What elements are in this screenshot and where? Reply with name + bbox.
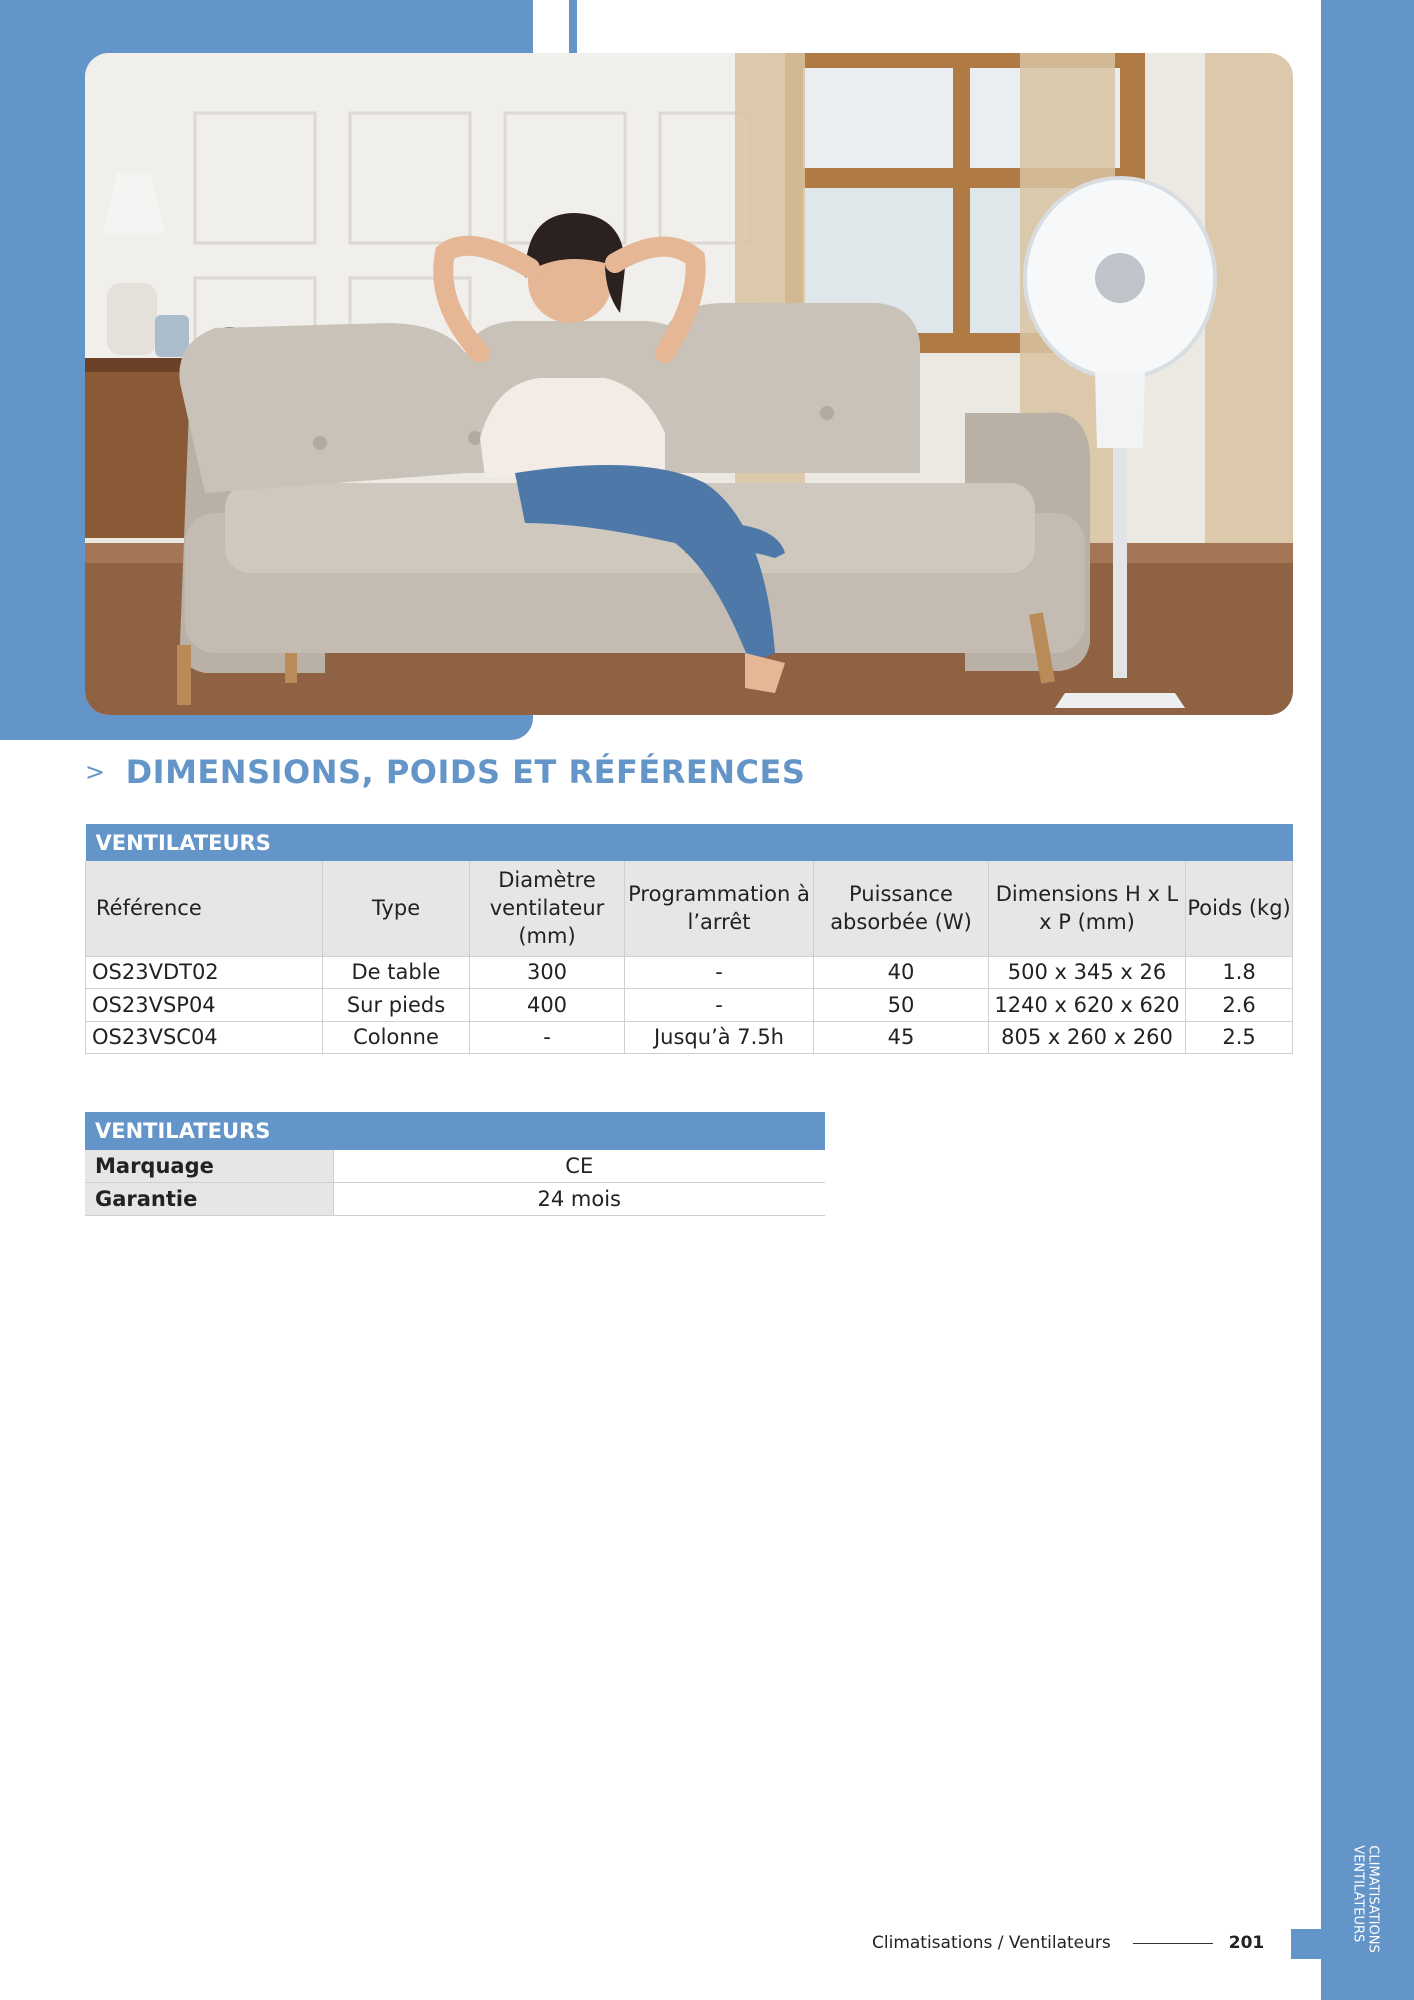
cell-dimensions: 500 x 345 x 26 xyxy=(989,956,1186,989)
page-footer xyxy=(872,1928,1264,1958)
cell-reference: OS23VSC04 xyxy=(86,1021,323,1054)
cell-dimensions: 805 x 260 x 260 xyxy=(989,1021,1186,1054)
info-label-marking: Marquage xyxy=(85,1150,333,1183)
info-table xyxy=(85,1112,825,1216)
cell-power: 50 xyxy=(814,989,989,1022)
header-weight: Poids (kg) xyxy=(1186,861,1293,956)
cell-weight: 1.8 xyxy=(1186,956,1293,989)
header-notch xyxy=(533,0,569,54)
cell-programming: Jusqu’à 7.5h xyxy=(625,1021,814,1054)
header-type: Type xyxy=(323,861,470,956)
table-row xyxy=(85,1150,825,1183)
table-row xyxy=(86,956,1293,989)
header-reference: Référence xyxy=(86,861,323,956)
cell-programming: - xyxy=(625,989,814,1022)
side-section-label xyxy=(1341,1838,1391,1960)
header-power: Puissance absorbée (W) xyxy=(814,861,989,956)
cell-power: 40 xyxy=(814,956,989,989)
section-heading xyxy=(85,752,805,792)
footer-tab xyxy=(1291,1929,1321,1959)
info-value-marking: CE xyxy=(333,1150,825,1183)
table-row xyxy=(85,1183,825,1216)
info-label-warranty: Garantie xyxy=(85,1183,333,1216)
cell-reference: OS23VDT02 xyxy=(86,956,323,989)
chevron-right-icon: > xyxy=(85,758,106,786)
cell-weight: 2.6 xyxy=(1186,989,1293,1022)
section-title: DIMENSIONS, POIDS ET RÉFÉRENCES xyxy=(125,753,806,791)
specs-table-header xyxy=(86,861,1293,956)
cell-weight: 2.5 xyxy=(1186,1021,1293,1054)
side-label-line1: CLIMATISATIONS xyxy=(1366,1845,1382,1953)
side-blue-band xyxy=(1321,0,1414,2000)
side-label-line2: VENTILATEURS xyxy=(1351,1845,1367,1943)
cell-reference: OS23VSP04 xyxy=(86,989,323,1022)
header-diameter: Diamètre ventilateur (mm) xyxy=(470,861,625,956)
page-number: 201 xyxy=(1228,1933,1265,1953)
header-programming: Programmation à l’arrêt xyxy=(625,861,814,956)
footer-category: Climatisations / Ventilateurs xyxy=(872,1933,1111,1953)
cell-type: Sur pieds xyxy=(323,989,470,1022)
header-dimensions: Dimensions H x L x P (mm) xyxy=(989,861,1186,956)
header-stripe xyxy=(569,0,577,54)
cell-diameter: 300 xyxy=(470,956,625,989)
cell-power: 45 xyxy=(814,1021,989,1054)
specs-table xyxy=(85,824,1293,1054)
info-table-caption: VENTILATEURS xyxy=(85,1112,825,1150)
footer-divider xyxy=(1133,1943,1213,1944)
info-value-warranty: 24 mois xyxy=(333,1183,825,1216)
cell-dimensions: 1240 x 620 x 620 xyxy=(989,989,1186,1022)
cell-type: Colonne xyxy=(323,1021,470,1054)
hero-photo xyxy=(85,53,1293,715)
cell-diameter: - xyxy=(470,1021,625,1054)
cell-programming: - xyxy=(625,956,814,989)
table-row xyxy=(86,1021,1293,1054)
cell-diameter: 400 xyxy=(470,989,625,1022)
specs-table-caption: VENTILATEURS xyxy=(86,824,1293,861)
cell-type: De table xyxy=(323,956,470,989)
table-row xyxy=(86,989,1293,1022)
